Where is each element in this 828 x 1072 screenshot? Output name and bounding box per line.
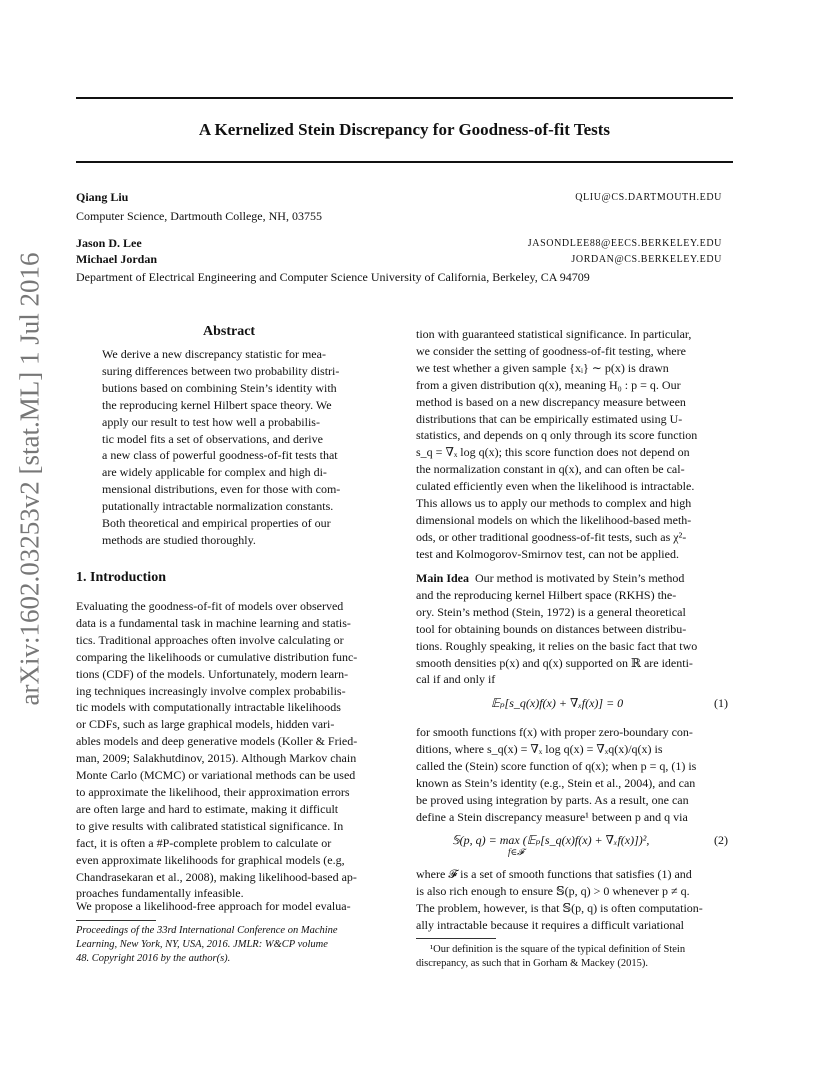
abstract-line: apply our result to test how well a probabilis-: [102, 414, 320, 429]
after-eq1-line: for smooth functions f(x) with proper zero-boundary con-: [416, 725, 693, 739]
after-eq1-line: called the (Stein) score function of q(x); when p = q, (1) is: [416, 758, 697, 773]
intro-line: tics. Traditional approaches often involve calculating or: [76, 632, 344, 647]
abstract-line: putationally intractable normalization constants.: [102, 499, 334, 514]
abstract-heading: Abstract: [203, 324, 256, 339]
intro-line: ing techniques increasingly involve complex probabilis-: [76, 683, 346, 698]
right-line: from a given distribution q(x), meaning H₀ : p = q. Our: [416, 377, 681, 392]
abstract-line: Both theoretical and empirical properties of our: [102, 516, 331, 531]
abstract-line: a new class of powerful goodness-of-fit tests that: [102, 448, 338, 463]
abstract-line: methods are studied thoroughly.: [102, 532, 256, 547]
abstract-line: butions based on combining Stein’s identity with: [102, 380, 337, 395]
right-line: statistics, and depends on q only through its score function: [416, 428, 698, 443]
intro-line: man, 2009; Salakhutdinov, 2015). Although Markov chain: [76, 751, 357, 766]
author-name-1: Qiang Liu: [76, 190, 129, 204]
right-line: we test whether a given sample {xᵢ} ∼ p(x) is drawn: [416, 360, 669, 375]
main-idea-line: cal if and only if: [416, 672, 496, 687]
after-eq1-line: be proved using integration by parts. As a result, one can: [416, 792, 689, 807]
intro-heading: 1. Introduction: [76, 570, 166, 585]
intro-paragraph-2: We propose a likelihood-free approach for model evalua-: [76, 899, 351, 913]
intro-line: data is a fundamental task in machine learning and statis-: [76, 615, 351, 630]
proceedings-line: Learning, New York, NY, USA, 2016. JMLR: W&CP volume: [76, 939, 328, 950]
proceedings-line: 48. Copyright 2016 by the author(s).: [76, 953, 231, 964]
intro-line: or CDFs, such as large graphical models, hidden vari-: [76, 717, 335, 732]
author-email-3[interactable]: JORDAN@CS.BERKELEY.EDU: [571, 254, 722, 265]
equation-1-number: (1): [714, 696, 728, 710]
affiliation-1: Computer Science, Dartmouth College, NH, 03755: [76, 209, 322, 223]
proceedings-line: Proceedings of the 33rd International Conference on Machine: [76, 925, 338, 936]
main-idea-line: ory. Stein’s method (Stein, 1972) is a general theoretical: [416, 604, 686, 619]
after-eq1-paragraph: [416, 724, 733, 825]
after-eq1-line: ditions, where s_q(x) = ∇ₓ log q(x) = ∇ₓq(x)/q(x) is: [416, 741, 663, 756]
right-line: the normalization constant in q(x), and can often be cal-: [416, 462, 685, 477]
after-eq1-line: known as Stein’s identity (e.g., Stein et al., 2004), and can: [416, 775, 696, 790]
intro-line: Monte Carlo (MCMC) or variational methods can be used: [76, 768, 356, 783]
abstract-body: [102, 346, 366, 549]
arxiv-side-label: [8, 252, 52, 706]
intro-line: even approximate likelihoods for graphical models (e.g,: [76, 852, 345, 867]
abstract-line: suring differences between two probability distri-: [102, 363, 340, 378]
footnote-1: [416, 943, 736, 971]
intro-line: to give results with calibrated statistical significance. In: [76, 818, 344, 833]
author-email-1[interactable]: QLIU@CS.DARTMOUTH.EDU: [575, 192, 722, 203]
equation-2-subscript: f∈𝓕: [508, 847, 524, 857]
title-top-rule: [76, 97, 733, 99]
after-eq2-line: is also rich enough to ensure 𝕊(p, q) > 0 whenever p ≠ q.: [416, 883, 690, 898]
right-line: tion with guaranteed statistical significance. In particular,: [416, 327, 692, 341]
after-eq1-line: define a Stein discrepancy measure¹ between p and q via: [416, 809, 688, 824]
right-line: culated efficiently even when the likelihood is intractable.: [416, 479, 695, 494]
intro-line: to approximate the likelihood, their approximation errors: [76, 784, 350, 799]
abstract-line: We derive a new discrepancy statistic for mea-: [102, 347, 326, 361]
intro-paragraph-1: [76, 598, 392, 902]
footnote-line: ¹Our definition is the square of the typical definition of Stein: [430, 944, 686, 955]
paper-title: A Kernelized Stein Discrepancy for Goodness-of-fit Tests: [198, 120, 611, 139]
main-idea-paragraph: [416, 570, 733, 688]
intro-line: comparing the likelihoods or cumulative distribution func-: [76, 649, 358, 664]
proceedings-note: [76, 924, 396, 966]
intro-line: fact, it is often a #P-complete problem to calculate or: [76, 835, 332, 850]
main-idea-line: smooth densities p(x) and q(x) supported on ℝ are identi-: [416, 655, 693, 670]
main-idea-line: Our method is motivated by Stein’s method: [475, 571, 685, 585]
right-line: we consider the setting of goodness-of-fit testing, where: [416, 343, 686, 358]
main-idea-line: tions. Roughly speaking, it relies on the basic fact that two: [416, 638, 698, 653]
intro-line: are often large and hard to estimate, making it difficult: [76, 801, 339, 816]
author-name-3: Michael Jordan: [76, 252, 157, 266]
after-eq2-paragraph: [416, 866, 733, 934]
abstract-line: mensional distributions, even for those with com-: [102, 482, 341, 497]
right-line: test and Kolmogorov-Smirnov test, can not be applied.: [416, 546, 679, 561]
after-eq2-line: The problem, however, is that 𝕊(p, q) is often computation-: [416, 900, 703, 915]
intro-line: Evaluating the goodness-of-fit of models over observed: [76, 599, 344, 613]
author-email-2[interactable]: JASONDLEE88@EECS.BERKELEY.EDU: [527, 238, 722, 249]
intro-line: tic models with computationally intractable likelihoods: [76, 700, 341, 715]
right-line: method is based on a new discrepancy measure between: [416, 394, 686, 409]
right-line: This allows us to apply our methods to complex and high: [416, 496, 692, 511]
right-line: distributions that can be empirically estimated using U-: [416, 411, 683, 426]
main-idea-line: and the reproducing kernel Hilbert space (RKHS) the-: [416, 587, 677, 602]
title-bottom-rule: [76, 161, 733, 163]
intro-line: Chandrasekaran et al., 2008), making likelihood-based ap-: [76, 869, 357, 884]
intro-line: tions (CDF) of the models. Unfortunately, modern learn-: [76, 666, 349, 681]
main-idea-first-line: [416, 570, 733, 587]
right-col-intro-continued: [416, 326, 733, 563]
main-idea-line: tool for obtaining bounds on distances between distribu-: [416, 621, 687, 636]
footnote-line: discrepancy, as such that in Gorham & Mackey (2015).: [416, 958, 648, 969]
footnote-rule: [416, 938, 496, 939]
abstract-line: are widely applicable for complex and high di-: [102, 465, 327, 480]
author-name-2: Jason D. Lee: [76, 236, 142, 250]
equation-2: 𝕊(p, q) = max (𝔼ₚ[s_q(x)f(x) + ∇ₓf(x)])²,: [452, 833, 650, 847]
intro-line: proaches fundamentally infeasible.: [76, 886, 244, 901]
after-eq2-line: ally intractable because it requires a difficult variational: [416, 917, 684, 932]
arxiv-id-text: arXiv:1602.03253v2 [stat.ML] 1 Jul 2016: [14, 252, 45, 706]
abstract-line: tic model fits a set of observations, and derive: [102, 431, 323, 446]
equation-1: 𝔼ₚ[s_q(x)f(x) + ∇ₓf(x)] = 0: [491, 696, 624, 710]
right-line: ods, or other traditional goodness-of-fit tests, such as χ²-: [416, 529, 687, 544]
right-line: dimensional models on which the likelihood-based meth-: [416, 512, 692, 527]
abstract-line: the reproducing kernel Hilbert space theory. We: [102, 397, 332, 412]
main-idea-heading: Main Idea: [416, 571, 470, 585]
after-eq2-line: where 𝓕 is a set of smooth functions that satisfies (1) and: [416, 867, 692, 881]
right-line: s_q = ∇ₓ log q(x); this score function does not depend on: [416, 445, 690, 460]
intro-line: ables models and deep generative models (Koller & Fried-: [76, 734, 358, 749]
affiliation-2: Department of Electrical Engineering and Computer Science University of California, Berkeley, CA 94709: [76, 270, 590, 284]
proceedings-rule: [76, 920, 156, 921]
equation-2-number: (2): [714, 833, 728, 847]
